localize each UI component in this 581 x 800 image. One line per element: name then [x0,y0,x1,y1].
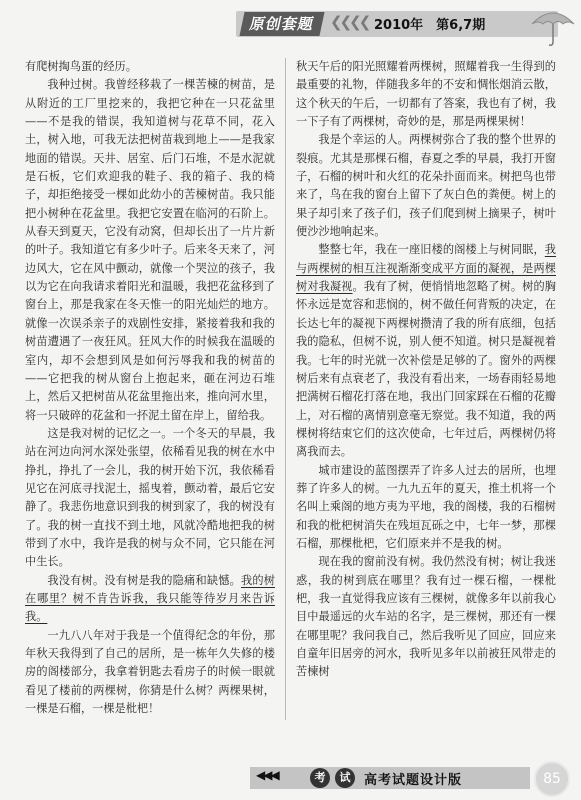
footer-circle-char: 试 [335,768,355,788]
underlined-sentence: 我与两棵树的相互注视渐渐变成平方面的凝视，是两棵树对我凝视 [296,243,556,294]
paragraph: 秋天午后的阳光照耀着两棵树，照耀着我一生得到的最重要的礼物，伴随我多年的不安和惆怅烟消云散，这个秋天的午后，一切都有了答案，我也有了树，我一下子有了两棵树，奇妙的是，那是两棵果树！ [296,60,556,129]
page-footer [0,755,581,800]
page-number: 85 [534,761,570,797]
paragraph [296,241,556,461]
footer-title: 高考试题设计版 [364,773,463,788]
underlined-sentence: 我的树在哪里？树不肯告诉我，我只能等待岁月来告诉我。 [25,573,275,624]
article-column-right [296,58,556,720]
paragraph: 我是个幸运的人。两棵树弥合了我的整个世界的裂痕。尤其是那棵石榴，春夏之季的早晨，我打开窗子，石榴的树叶和火红的花朵扑面而来。树把鸟也带来了，鸟在我的窗台上留下了灰白色的粪便。树上的果子却引来了孩子们，孩子们爬到树上摘果子，树叶便沙沙地响起来。 [296,133,556,239]
paragraph: 城市建设的蓝图摆弄了许多人过去的居所，也埋葬了许多人的树。一九九五年的夏天，推土机将一个名叫上乘阁的地方夷为平地，我的阁楼，我的石榴树和我的枇杷树消失在残垣瓦砾之中，七年一梦，那棵石榴，那棵枇杷，它们原来并不是我的树。 [296,463,556,550]
sentence: 整整七年，我在一座旧楼的阁楼上与树同眠， [318,243,545,257]
umbrella-icon [528,2,578,48]
sentence: 。我有了树，便悄悄地忽略了树。树的胸怀永远是宽容和悲悯的，树不做任何背叛的决定，在长达七年的凝视下两棵树攒清了我的所有底细，包括我的隐私，但树不说，别人便不知道。树只是凝视着我。七年的时光就一次补偿是足够的了。窗外的两棵树后来有点衰老了，我没有看出来，一场春雨轻易地把满树石榴花打落在地，我出门回家踩在石榴的花瓣上，对石榴的离情别意毫无察觉。我不知道，我的两棵树将结束它们的这次使命，七年过后，两棵树仍将离我而去。 [296,280,556,459]
paragraph: 这是我对树的记忆之一。一个冬天的早晨，我站在河边向河水深处张望，依稀看见我的树在水中挣扎，挣扎了一会儿，我的树开始下沉，我依稀看见它在河底寻找泥土，摇曳着，颤动着，最后它安静了。我悲伤地意识到我的树到家了，我的树没有了。我的树一直找不到土地，风就冷酷地把我的树带到了水中，我许是我的树与众不同，它只能在河中生长。 [25,426,275,569]
paragraph: 现在我的窗前没有树。我仍然没有树；树让我迷惑，我的树到底在哪里？我有过一棵石榴，一棵枇杷，我一直觉得我应该有三棵树，就像多年以前我心目中最遥远的火车站的名字，是三棵树，那还有一棵在哪里呢？我问我自己，然后我听见了回应，回应来自童年旧居旁的河水，我听见多年以前被狂风带走的苦楝树 [296,555,556,679]
arrow-left-icon: ◀◀◀ [256,768,278,782]
brand-label: 原创套题 [239,12,324,36]
column-divider [285,58,286,720]
issue-label: 2010年 第6,7期 [374,18,486,33]
footer-circle-char: 考 [310,768,330,788]
sentence: 我没有树。没有树是我的隐痛和缺憾。 [47,573,242,587]
paragraph [25,572,275,627]
page-header [0,0,581,52]
chevron-decoration-icon: ❮❮❮❮ [330,13,369,31]
paragraph: 我种过树。我曾经移栽了一棵苦楝的树苗，是从附近的工厂里挖来的，我把它种在一只花盆里——不是我的错误，我知道树与花草不同，花入土，树入地，可我无法把树苗栽到地上——是我家地面的错误。天井、居室、后门石堆，不是水泥就是石板，它们欢迎我的鞋子、我的箱子、我的椅子，却拒绝接受一棵如此幼小的苦楝树苗。我只能把小树种在花盆里。我把它安置在临河的石阶上。从春天到夏天，它没有动窝，但却长出了一片片新的叶子。我知道它有多少叶子。后来冬天来了，河边风大，它在风中颤动，就像一个哭泣的孩子，我以为它在向我请求着阳光和温暖，我把花盆移到了窗台上，那是我家在冬天惟一的阳光灿烂的地方。就像一次误杀亲子的戏剧性安排，紧接着我和我的树苗遭遇了一夜狂风。狂风大作的时候我在温暖的室内，却不会想到风是如何污辱我和我的树苗的——它把我的树从窗台上抱起来，砸在河边石堆上，然后又把树苗从花盆里拖出来，推向河水里，将一只破碎的花盆和一抔泥土留在岸上，留给我。 [25,78,275,422]
paragraph: 一九八八年对于我是一个值得纪念的年份，那年秋天我得到了自己的居所，是一栋年久失修的楼房的阁楼部分，我拿着钥匙去看房子的时候一眼就看见了楼前的两棵树，你猜是什么树？两棵果树，一棵是石榴，一棵是枇杷！ [25,628,275,716]
paragraph: 有爬树掏鸟蛋的经历。 [25,60,137,73]
article-column-left [25,58,275,720]
